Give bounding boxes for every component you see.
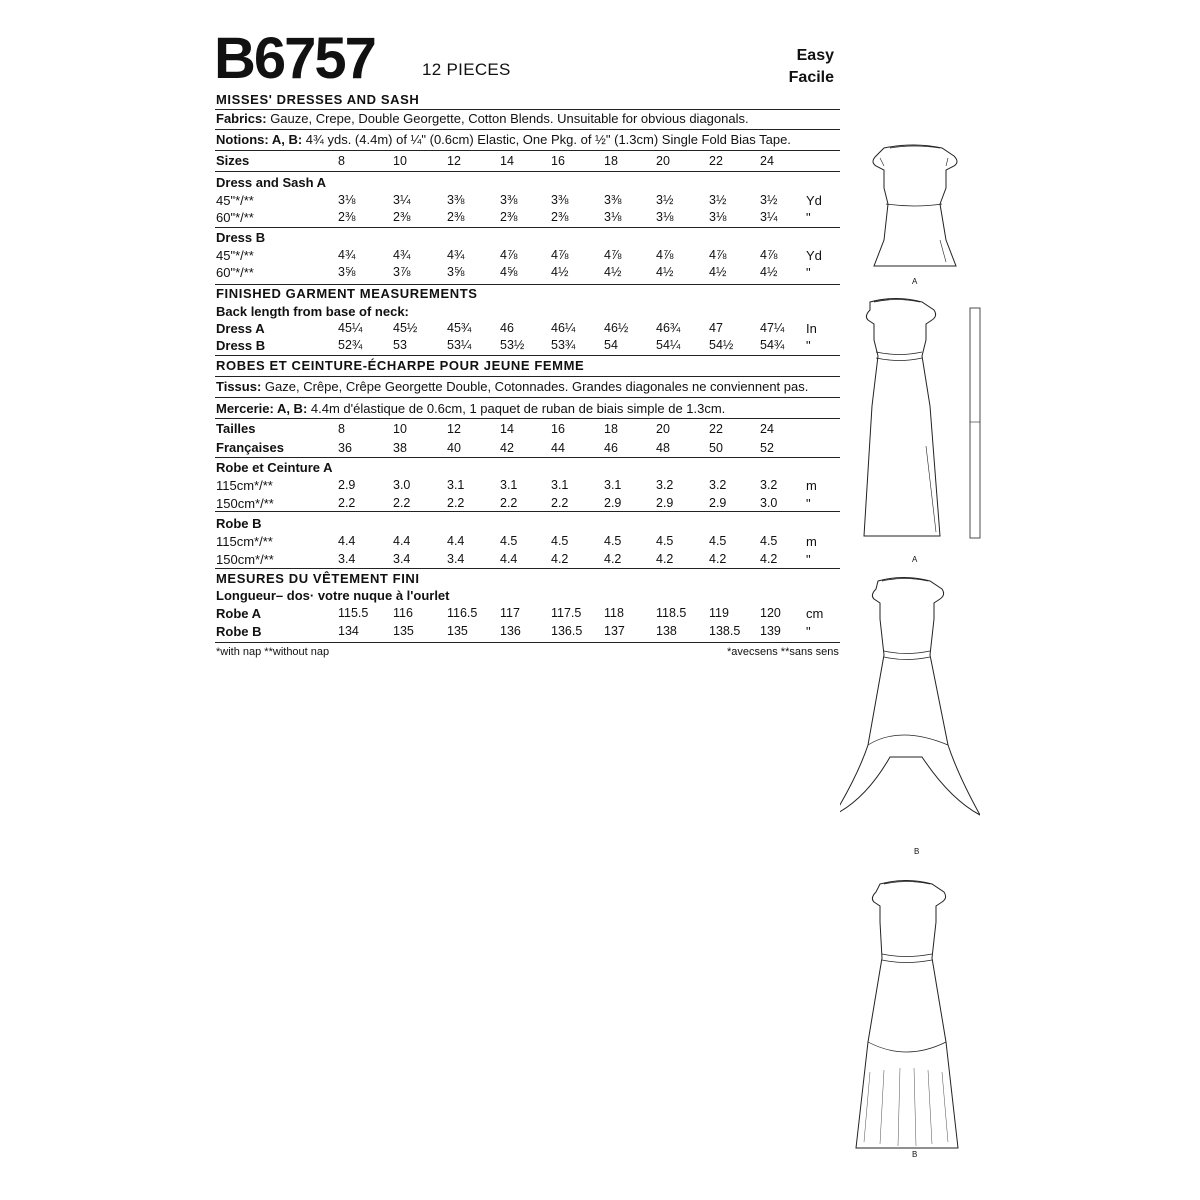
difficulty-english: Easy	[796, 47, 834, 64]
metrage-cell: 3.1	[447, 478, 465, 492]
yardage-cell: 4¾	[447, 248, 465, 262]
yardage-cell: 4⅞	[604, 248, 622, 262]
metrage-cell: 2.9	[338, 478, 356, 492]
metrage-cell: 2.2	[393, 496, 411, 510]
french-measurements-title: MESURES DU VÊTEMENT FINI	[216, 571, 420, 586]
measurement-cell: 46¾	[656, 321, 681, 335]
metrage-cell: 4.2	[709, 552, 727, 566]
divider	[215, 376, 840, 377]
measurement-cell: 136	[500, 624, 521, 638]
divider	[215, 227, 840, 228]
measurement-cell: 135	[393, 624, 414, 638]
measurement-cell: 46¼	[551, 321, 576, 335]
measurement-cell: 46½	[604, 321, 629, 335]
yardage-cell: 3⅜	[500, 193, 518, 207]
metrage-cell: 4.4	[447, 534, 465, 548]
metrage-cell: 4.2	[604, 552, 622, 566]
taille-cell: 24	[760, 422, 774, 436]
tissus-line-label: Tissus:	[216, 379, 262, 394]
measurement-cell: 116	[393, 606, 413, 620]
difficulty-french: Facile	[788, 69, 834, 86]
pieces-count: 12 PIECES	[422, 60, 511, 79]
view-label: B	[914, 847, 920, 856]
tailles-label: Tailles	[216, 421, 256, 436]
measurement-cell: 53½	[500, 338, 525, 352]
measurements-title: FINISHED GARMENT MEASUREMENTS	[216, 286, 478, 301]
size-cell: 20	[656, 154, 670, 168]
yardage-cell: 3⅛	[709, 210, 727, 224]
fabric-width-label: 115cm*/**	[216, 534, 273, 549]
measurement-cell: 117	[500, 606, 520, 620]
unit-label: In	[806, 321, 817, 336]
metrage-cell: 3.1	[500, 478, 518, 492]
yardage-cell: 4⅞	[656, 248, 674, 262]
french-size-cell: 52	[760, 441, 774, 455]
footnote-english: *with nap **without nap	[216, 646, 330, 658]
fabric-width-label: 60"*/**	[216, 210, 254, 225]
yardage-cell: 3⅛	[656, 210, 674, 224]
measurement-cell: 54½	[709, 338, 734, 352]
yardage-cell: 2⅜	[551, 210, 569, 224]
yardage-cell: 4⅝	[500, 265, 518, 279]
metrage-cell: 2.9	[604, 496, 622, 510]
fabrics-line	[216, 112, 749, 125]
dress-b-ruffle-illustration	[840, 575, 980, 845]
divider	[215, 129, 840, 130]
fabric-width-label: 60"*/**	[216, 265, 254, 280]
metrage-cell: 3.0	[760, 496, 778, 510]
mercerie-line	[216, 402, 725, 415]
notions-line-text: 4¾ yds. (4.4m) of ¼" (0.6cm) Elastic, One Pkg. of ½" (1.3cm) Single Fold Bias Tape.	[302, 132, 791, 147]
measurement-cell: 53¼	[447, 338, 472, 352]
measurement-cell: 136.5	[551, 624, 583, 638]
notions-line	[216, 133, 791, 146]
divider	[215, 642, 840, 643]
divider	[215, 457, 840, 458]
measurement-label: Dress B	[216, 338, 266, 353]
yardage-cell: 2⅜	[447, 210, 465, 224]
size-cell: 8	[338, 154, 345, 168]
fabric-width-label: 115cm*/**	[216, 478, 273, 493]
unit-label: "	[806, 210, 811, 225]
french-size-cell: 40	[447, 441, 461, 455]
french-size-cell: 46	[604, 441, 618, 455]
size-cell: 16	[551, 154, 565, 168]
divider	[215, 418, 840, 419]
measurement-cell: 138.5	[709, 624, 741, 638]
size-cell: 12	[447, 154, 461, 168]
measurement-cell: 137	[604, 624, 625, 638]
yardage-cell: 4½	[604, 265, 622, 279]
metrage-cell: 3.0	[393, 478, 411, 492]
yardage-cell: 4½	[760, 265, 778, 279]
yardage-cell: 3¼	[760, 210, 778, 224]
taille-cell: 10	[393, 422, 407, 436]
yardage-cell: 3⅝	[447, 265, 465, 279]
metrage-cell: 4.5	[551, 534, 569, 548]
measurement-cell: 139	[760, 624, 781, 638]
yardage-cell: 3⅜	[604, 193, 622, 207]
pattern-number: B6757	[214, 26, 375, 91]
french-size-cell: 38	[393, 441, 407, 455]
divider	[215, 568, 840, 569]
yardage-cell: 3¼	[393, 193, 411, 207]
measurement-cell: 138	[656, 624, 677, 638]
unit-label: m	[806, 534, 817, 549]
divider	[215, 284, 840, 285]
measurement-cell: 52¾	[338, 338, 363, 352]
fabric-width-label: 150cm*/**	[216, 496, 274, 511]
mercerie-line-text: 4.4m d'élastique de 0.6cm, 1 paquet de ruban de biais simple de 1.3cm.	[307, 401, 726, 416]
english-title: MISSES' DRESSES AND SASH	[216, 92, 420, 107]
measurement-cell: 118	[604, 606, 624, 620]
measurement-cell: 118.5	[656, 606, 687, 620]
yardage-cell: 4½	[709, 265, 727, 279]
measurement-cell: 53¾	[551, 338, 576, 352]
measurement-cell: 46	[500, 321, 514, 335]
metrage-cell: 3.4	[447, 552, 465, 566]
yardage-cell: 3⅝	[338, 265, 356, 279]
divider	[215, 150, 840, 151]
unit-label: "	[806, 338, 811, 353]
tissus-line	[216, 380, 808, 393]
view-label: A	[912, 277, 918, 286]
fabric-width-label: 45"*/**	[216, 193, 254, 208]
sizes-label: Sizes	[216, 153, 250, 168]
yardage-cell: 4⅞	[709, 248, 727, 262]
metrage-cell: 4.2	[551, 552, 569, 566]
metrage-cell: 2.2	[338, 496, 356, 510]
taille-cell: 18	[604, 422, 618, 436]
measurement-cell: 134	[338, 624, 359, 638]
french-size-cell: 44	[551, 441, 565, 455]
unit-label: Yd	[806, 248, 822, 263]
unit-label: cm	[806, 606, 824, 621]
unit-label: "	[806, 265, 811, 280]
taille-cell: 8	[338, 422, 345, 436]
french-size-cell: 36	[338, 441, 352, 455]
french-size-cell: 50	[709, 441, 723, 455]
measurement-cell: 54¾	[760, 338, 785, 352]
measurement-cell: 120	[760, 606, 781, 620]
taille-cell: 20	[656, 422, 670, 436]
french-title: ROBES ET CEINTURE-ÉCHARPE POUR JEUNE FEMME	[216, 358, 585, 373]
metrage-cell: 3.2	[656, 478, 674, 492]
measurement-cell: 117.5	[551, 606, 582, 620]
size-cell: 18	[604, 154, 618, 168]
yardage-cell: 2⅜	[393, 210, 411, 224]
metrage-cell: 4.4	[393, 534, 411, 548]
size-cell: 10	[393, 154, 407, 168]
divider	[215, 397, 840, 398]
yardage-cell: 3½	[656, 193, 674, 207]
metrage-cell: 3.4	[338, 552, 356, 566]
measurement-label: Robe B	[216, 624, 262, 639]
metrage-cell: 2.9	[656, 496, 674, 510]
measurement-cell: 54¼	[656, 338, 681, 352]
yardage-cell: 3⅞	[393, 265, 411, 279]
size-cell: 14	[500, 154, 514, 168]
measurement-cell: 45½	[393, 321, 418, 335]
metrage-cell: 3.2	[760, 478, 778, 492]
measurement-label: Robe A	[216, 606, 262, 621]
size-cell: 22	[709, 154, 723, 168]
metrage-cell: 4.5	[656, 534, 674, 548]
dress-a-front-illustration	[850, 144, 990, 274]
yardage-cell: 3⅜	[551, 193, 569, 207]
mercerie-line-label: Mercerie: A, B:	[216, 401, 308, 416]
metrage-cell: 2.9	[709, 496, 727, 510]
yardage-cell: 4¾	[393, 248, 411, 262]
metrage-cell: 2.2	[447, 496, 465, 510]
metrage-cell: 4.5	[604, 534, 622, 548]
divider	[215, 171, 840, 172]
measurements-subtitle: Back length from base of neck:	[216, 304, 409, 319]
french-sizes-label: Françaises	[216, 440, 284, 455]
measurement-label: Dress A	[216, 321, 265, 336]
unit-label: Yd	[806, 193, 822, 208]
measurement-cell: 115.5	[338, 606, 369, 620]
fabrics-line-text: Gauze, Crepe, Double Georgette, Cotton Blends. Unsuitable for obvious diagonals.	[266, 111, 749, 126]
metrage-cell: 2.2	[551, 496, 569, 510]
unit-label: "	[806, 552, 811, 567]
dress-b-front-illustration	[850, 862, 990, 1162]
dress-a-sash-illustration	[850, 296, 990, 546]
metrage-cell: 4.2	[760, 552, 778, 566]
taille-cell: 16	[551, 422, 565, 436]
measurement-cell: 116.5	[447, 606, 478, 620]
metrage-group-title: Robe et Ceinture A	[216, 460, 333, 475]
metrage-cell: 3.4	[393, 552, 411, 566]
yardage-cell: 2⅜	[338, 210, 356, 224]
divider	[215, 109, 840, 110]
yardage-group-title: Dress B	[216, 230, 266, 245]
notions-line-label: Notions: A, B:	[216, 132, 303, 147]
yardage-cell: 3⅛	[338, 193, 356, 207]
tissus-line-text: Gaze, Crêpe, Crêpe Georgette Double, Cotonnades. Grandes diagonales ne conviennent pas.	[261, 379, 809, 394]
yardage-cell: 4⅞	[500, 248, 518, 262]
fabric-width-label: 45"*/**	[216, 248, 254, 263]
metrage-cell: 4.5	[760, 534, 778, 548]
divider	[215, 511, 840, 512]
yardage-cell: 3½	[709, 193, 727, 207]
metrage-cell: 3.2	[709, 478, 727, 492]
view-label: A	[912, 555, 918, 564]
french-size-cell: 42	[500, 441, 514, 455]
measurement-cell: 119	[709, 606, 729, 620]
yardage-cell: 3⅛	[604, 210, 622, 224]
metrage-cell: 4.4	[500, 552, 518, 566]
taille-cell: 14	[500, 422, 514, 436]
metrage-cell: 2.2	[500, 496, 518, 510]
taille-cell: 22	[709, 422, 723, 436]
measurement-cell: 45¾	[447, 321, 472, 335]
measurement-cell: 47	[709, 321, 723, 335]
yardage-cell: 4⅞	[760, 248, 778, 262]
yardage-group-title: Dress and Sash A	[216, 175, 327, 190]
yardage-cell: 4½	[551, 265, 569, 279]
french-measurements-subtitle: Longueur– dos· votre nuque à l'ourlet	[216, 588, 450, 603]
taille-cell: 12	[447, 422, 461, 436]
fabric-width-label: 150cm*/**	[216, 552, 274, 567]
metrage-cell: 3.1	[604, 478, 622, 492]
unit-label: "	[806, 624, 811, 639]
metrage-cell: 4.5	[500, 534, 518, 548]
size-cell: 24	[760, 154, 774, 168]
yardage-cell: 4½	[656, 265, 674, 279]
yardage-cell: 3⅜	[447, 193, 465, 207]
yardage-cell: 4¾	[338, 248, 356, 262]
fabrics-line-label: Fabrics:	[216, 111, 267, 126]
measurement-cell: 45¼	[338, 321, 363, 335]
divider	[215, 355, 840, 356]
french-size-cell: 48	[656, 441, 670, 455]
yardage-cell: 3½	[760, 193, 778, 207]
yardage-cell: 4⅞	[551, 248, 569, 262]
yardage-cell: 2⅜	[500, 210, 518, 224]
measurement-cell: 54	[604, 338, 618, 352]
measurement-cell: 47¼	[760, 321, 785, 335]
metrage-cell: 4.2	[656, 552, 674, 566]
measurement-cell: 135	[447, 624, 468, 638]
footnote-french: *avecsens **sans sens	[727, 646, 839, 658]
view-label: B	[912, 1150, 918, 1159]
metrage-cell: 4.4	[338, 534, 356, 548]
metrage-cell: 4.5	[709, 534, 727, 548]
metrage-group-title: Robe B	[216, 516, 262, 531]
metrage-cell: 3.1	[551, 478, 569, 492]
measurement-cell: 53	[393, 338, 407, 352]
unit-label: m	[806, 478, 817, 493]
unit-label: "	[806, 496, 811, 511]
